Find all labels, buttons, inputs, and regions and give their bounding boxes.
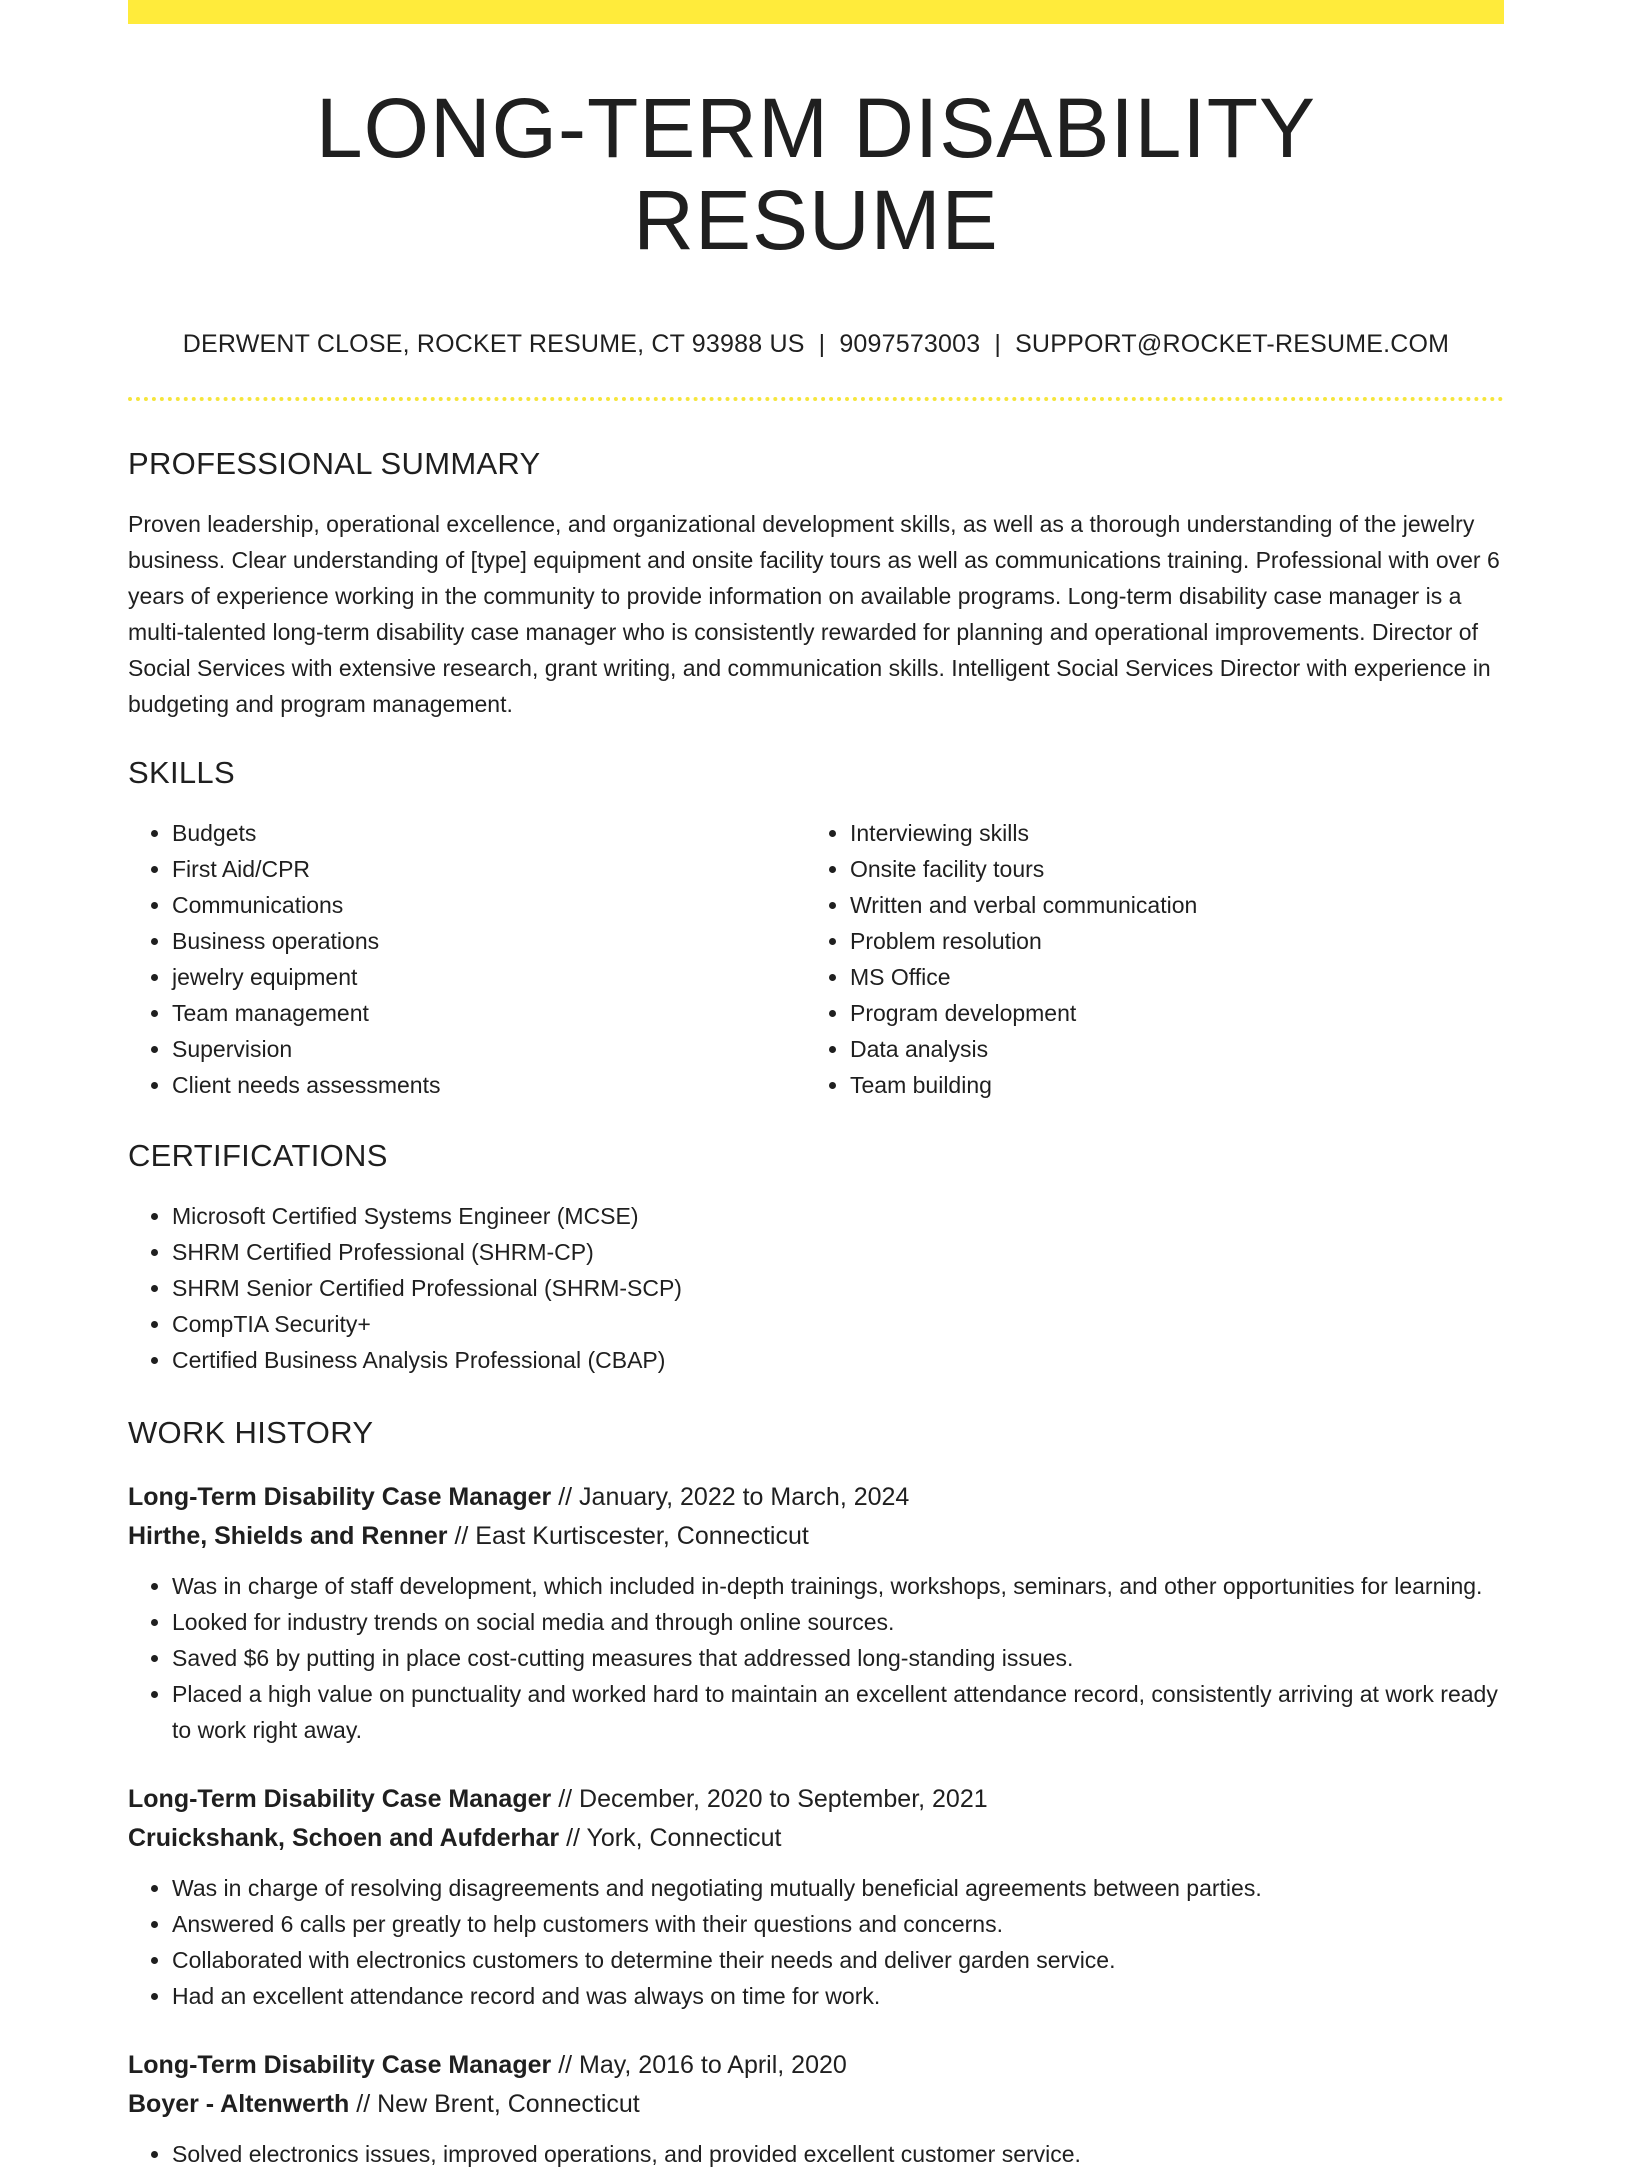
skill-item: • Interviewing skills bbox=[850, 815, 1197, 851]
job-bullet: • Collaborated with electronics customers to determine their needs and deliver garden service. bbox=[172, 1942, 1504, 1978]
summary-heading: PROFESSIONAL SUMMARY bbox=[128, 445, 541, 481]
contact-separator: | bbox=[818, 329, 826, 358]
job-company-line bbox=[128, 2085, 1504, 2124]
job-company: Boyer - Altenwerth bbox=[128, 2089, 350, 2118]
job-title: Long-Term Disability Case Manager bbox=[128, 1482, 552, 1511]
job-dates: // May, 2016 to April, 2020 bbox=[558, 2050, 847, 2079]
job-location: // York, Connecticut bbox=[566, 1823, 782, 1852]
skill-item: • Team building bbox=[850, 1067, 1197, 1103]
job-bullet: • Placed a high value on punctuality and worked hard to maintain an excellent attendance record, consistently arriving at work ready to work right away. bbox=[172, 1676, 1504, 1748]
certification-item: • SHRM Certified Professional (SHRM-CP) bbox=[172, 1234, 1504, 1270]
contact-line bbox=[128, 329, 1504, 359]
work-history-heading: WORK HISTORY bbox=[128, 1415, 374, 1451]
skills-heading: SKILLS bbox=[128, 754, 235, 790]
job-bullet: • Saved $6 by putting in place cost-cutting measures that addressed long-standing issues. bbox=[172, 1640, 1504, 1676]
job-location: // East Kurtiscester, Connecticut bbox=[454, 1521, 809, 1550]
skill-item: • Business operations bbox=[172, 923, 806, 959]
job-title-line bbox=[128, 2046, 1504, 2085]
certification-item: • CompTIA Security+ bbox=[172, 1306, 1504, 1342]
job-bullet: • Was in charge of staff development, which included in-depth trainings, workshops, seminars, and other opportunities for learning. bbox=[172, 1568, 1504, 1604]
contact-separator: | bbox=[994, 329, 1002, 358]
job-title-line bbox=[128, 1780, 1504, 1819]
skills-list-left bbox=[128, 815, 806, 1103]
job-title-line bbox=[128, 1478, 1504, 1517]
certification-item: • Certified Business Analysis Professional (CBAP) bbox=[172, 1342, 1504, 1378]
certifications-list bbox=[128, 1198, 1504, 1378]
skill-item: • Client needs assessments bbox=[172, 1067, 806, 1103]
skill-item: • Written and verbal communication bbox=[850, 887, 1197, 923]
job-bullet: • Looked for industry trends on social media and through online sources. bbox=[172, 1604, 1504, 1640]
job-entry bbox=[128, 1478, 1504, 1748]
skill-item: • MS Office bbox=[850, 959, 1197, 995]
job-bullet: • Solved electronics issues, improved operations, and provided excellent customer service. bbox=[172, 2136, 1504, 2172]
skill-item: • First Aid/CPR bbox=[172, 851, 806, 887]
accent-top-bar bbox=[128, 0, 1504, 24]
skill-item: • jewelry equipment bbox=[172, 959, 806, 995]
job-dates: // December, 2020 to September, 2021 bbox=[558, 1784, 988, 1813]
job-entry bbox=[128, 2046, 1504, 2172]
skill-item: • Communications bbox=[172, 887, 806, 923]
dotted-divider bbox=[128, 397, 1504, 401]
job-bullet: • Answered 6 calls per greatly to help customers with their questions and concerns. bbox=[172, 1906, 1504, 1942]
contact-email: SUPPORT@ROCKET-RESUME.COM bbox=[1015, 329, 1450, 358]
job-bullets bbox=[128, 1870, 1504, 2014]
contact-address: DERWENT CLOSE, ROCKET RESUME, CT 93988 US bbox=[182, 329, 805, 358]
certification-item: • Microsoft Certified Systems Engineer (MCSE) bbox=[172, 1198, 1504, 1234]
job-title: Long-Term Disability Case Manager bbox=[128, 1784, 552, 1813]
skill-item: • Team management bbox=[172, 995, 806, 1031]
skill-item: • Budgets bbox=[172, 815, 806, 851]
job-bullet: • Had an excellent attendance record and was always on time for work. bbox=[172, 1978, 1504, 2014]
certifications-heading: CERTIFICATIONS bbox=[128, 1138, 388, 1174]
job-dates: // January, 2022 to March, 2024 bbox=[558, 1482, 910, 1511]
skills-columns bbox=[128, 815, 1504, 1103]
skill-item: • Problem resolution bbox=[850, 923, 1197, 959]
skills-list-right bbox=[806, 815, 1197, 1103]
job-bullets bbox=[128, 2136, 1504, 2172]
job-company-line bbox=[128, 1517, 1504, 1556]
job-entry bbox=[128, 1780, 1504, 2014]
skill-item: • Supervision bbox=[172, 1031, 806, 1067]
job-location: // New Brent, Connecticut bbox=[356, 2089, 640, 2118]
job-title: Long-Term Disability Case Manager bbox=[128, 2050, 552, 2079]
resume-page bbox=[128, 0, 1504, 2172]
summary-text: Proven leadership, operational excellence, and organizational development skills, as well as a thorough understanding of the jewelry business. Clear understanding of [type] equipment and onsite facility tours as well as communications training. Professional with over 6 years of experience working in the community to provide information on available programs. Long-term disability case manager is a multi-talented long-term disability case manager who is consistently rewarded for planning and operational improvements. Director of Social Services with extensive research, grant writing, and communication skills. Intelligent Social Services Director with experience in budgeting and program management. bbox=[128, 510, 1500, 717]
job-company: Cruickshank, Schoen and Aufderhar bbox=[128, 1823, 560, 1852]
contact-phone: 9097573003 bbox=[839, 329, 981, 358]
skill-item: • Data analysis bbox=[850, 1031, 1197, 1067]
job-company-line bbox=[128, 1819, 1504, 1858]
certification-item: • SHRM Senior Certified Professional (SHRM-SCP) bbox=[172, 1270, 1504, 1306]
skill-item: • Program development bbox=[850, 995, 1197, 1031]
job-company: Hirthe, Shields and Renner bbox=[128, 1521, 448, 1550]
job-bullets bbox=[128, 1568, 1504, 1748]
skill-item: • Onsite facility tours bbox=[850, 851, 1197, 887]
resume-title: LONG-TERM DISABILITY RESUME bbox=[315, 81, 1317, 268]
job-bullet: • Was in charge of resolving disagreements and negotiating mutually beneficial agreements between parties. bbox=[172, 1870, 1504, 1906]
